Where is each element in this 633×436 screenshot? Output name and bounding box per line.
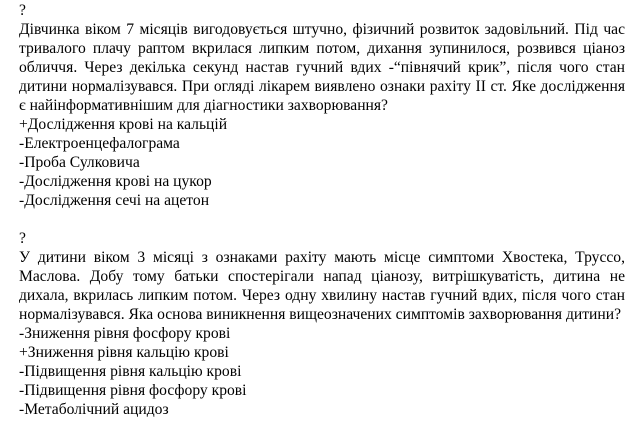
question-marker: ? — [19, 2, 26, 19]
answer-option: -Зниження рівня фосфору крові — [19, 325, 231, 342]
question-block — [19, 1, 625, 210]
question-block — [19, 229, 625, 419]
answer-option: -Електроенцефалограма — [19, 135, 180, 152]
question-text: Дівчинка віком 7 місяців вигодовується штучно, фізичний розвиток задовільний. Під час тривалого плачу раптом вкрилася липким потом, дихання зупинилося, розвився ціаноз обличчя. Через декілька секунд настав гучний вдих -“півнячий крик”, після чого стан дитини нормалізувався. При огляді лікарем виявлено ознаки рахіту II ст. Яке дослідження є найінформативнішим для діагностики захворювання? — [19, 21, 625, 114]
question-text: У дитини віком 3 місяці з ознаками рахіту мають місце симптоми Хвостека, Труссо, Маслова. Добу тому батьки спостерігали напад ціанозу, витрішкуватість, дитина не дихала, вкрилась липким потом. Через одну хвилину настав гучний вдих, після чого стан нормалізувався. Яка основа виникнення вищеозначених симптомів захворювання дитини? — [19, 249, 625, 323]
answer-option: -Дослідження крові на цукор — [19, 173, 212, 190]
answer-option: -Метаболічний ацидоз — [19, 401, 169, 418]
answer-option-correct: +Дослідження крові на кальцій — [19, 116, 228, 133]
answer-option: -Підвищення рівня кальцію крові — [19, 363, 242, 380]
answer-option: -Проба Сулковича — [19, 154, 140, 171]
spacer — [19, 210, 625, 229]
answer-option: -Підвищення рівня фосфору крові — [19, 382, 247, 399]
answer-option-correct: +Зниження рівня кальцію крові — [19, 344, 229, 361]
document-body — [19, 1, 625, 419]
question-marker: ? — [19, 230, 26, 247]
answer-option: -Дослідження сечі на ацетон — [19, 192, 210, 209]
